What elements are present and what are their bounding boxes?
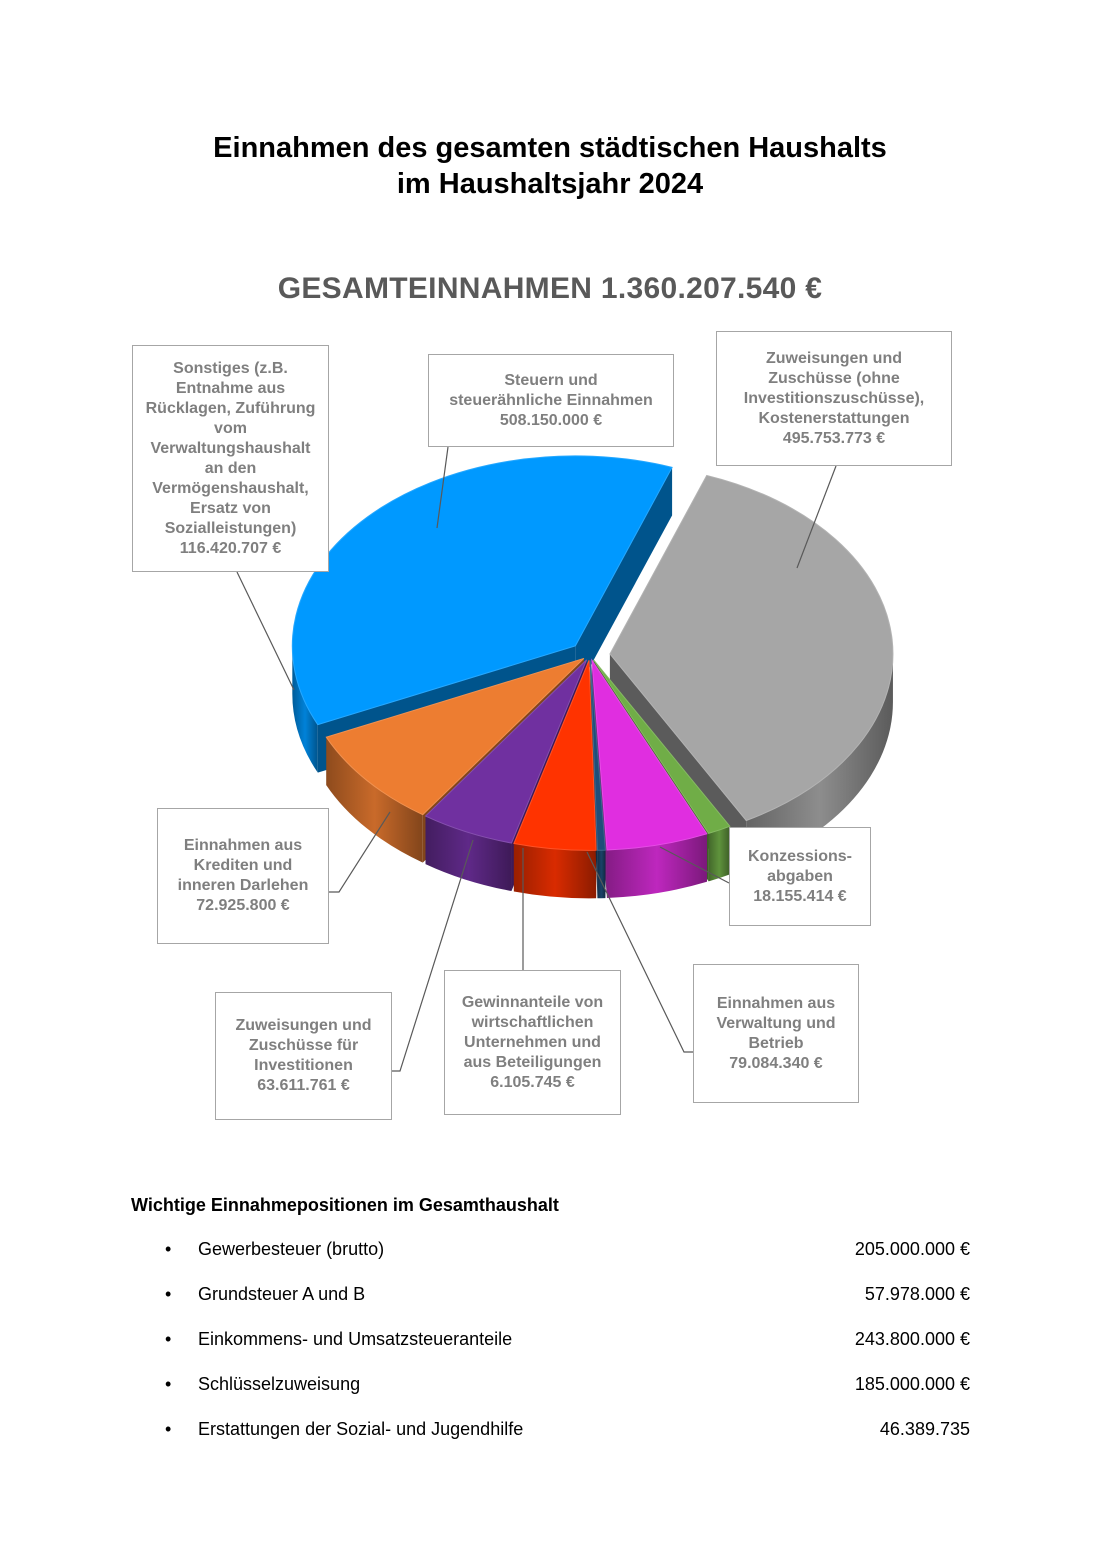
list-item (165, 1419, 970, 1445)
list-item (165, 1374, 970, 1400)
slice-label-text: Unternehmen und (464, 1033, 601, 1051)
bullet-icon: • (165, 1239, 172, 1259)
page-title-line-2: im Haushaltsjahr 2024 (396, 168, 704, 200)
slice-label (729, 827, 871, 926)
slice-label (716, 331, 952, 466)
list-item (165, 1284, 970, 1310)
slice-label-text: Rücklagen, Zuführung (145, 399, 316, 417)
slice-value: 6.105.745 € (490, 1073, 575, 1091)
slice-label-text: Konzessions- (747, 847, 852, 865)
slice-label-text: Zuschüsse für (248, 1037, 359, 1054)
slice-value: 18.155.414 € (753, 887, 847, 905)
bullet-icon: • (165, 1329, 172, 1349)
slice-label-text: Ersatz von (190, 499, 271, 517)
page-title-line-1: Einnahmen des gesamten städtischen Haushalts (213, 132, 887, 164)
list-item (165, 1329, 970, 1355)
slice-label-text: steuerähnliche Einnahmen (449, 391, 653, 409)
slice-label (444, 970, 621, 1115)
list-item-label: Gewerbesteuer (brutto) (198, 1239, 385, 1259)
slice-value: 72.925.800 € (196, 897, 290, 914)
slice-label-text: Kostenerstattungen (758, 409, 910, 427)
bullet-icon: • (165, 1284, 172, 1304)
slice-label (693, 964, 859, 1103)
slice-value: 79.084.340 € (729, 1054, 823, 1072)
list-item-amount: 185.000.000 € (854, 1374, 970, 1394)
list-item-label: Grundsteuer A und B (198, 1284, 366, 1304)
slice-label-text: Entnahme aus (175, 379, 286, 397)
slice-label-text: Betrieb (748, 1034, 804, 1052)
pie-slice-rim (597, 850, 605, 898)
slice-label-text: Steuern und (504, 371, 598, 389)
list-item-amount: 57.978.000 € (864, 1284, 970, 1304)
slice-label-text: Zuweisungen und (766, 349, 902, 367)
list-heading: Wichtige Einnahmepositionen im Gesamthaushalt (131, 1195, 559, 1215)
slice-label-text: Vermögenshaushalt, (152, 479, 309, 497)
pie-slice-rim (709, 826, 730, 881)
pie-slice-rim (514, 844, 596, 899)
slice-label-text: abgaben (767, 867, 833, 885)
leader-line (237, 572, 294, 690)
list-item (165, 1239, 970, 1265)
slice-label-text: inneren Darlehen (177, 877, 309, 894)
slice-label-text: Sonstiges (z.B. (173, 359, 288, 377)
slice-label-text: Verwaltungshaushalt (150, 439, 311, 457)
slice-value: 116.420.707 € (179, 539, 282, 557)
slice-label (428, 354, 674, 447)
list-item-label: Schlüsselzuweisung (198, 1374, 361, 1394)
slice-label-text: aus Beteiligungen (463, 1053, 602, 1071)
slice-label (132, 345, 329, 572)
chart-title: GESAMTEINNAHMEN 1.360.207.540 € (277, 272, 823, 305)
list-item-amount: 46.389.735 (879, 1419, 970, 1439)
slice-label-text: an den (204, 459, 257, 477)
slice-label-text: Gewinnanteile von (461, 993, 604, 1011)
bullet-icon: • (165, 1374, 172, 1394)
slice-label-text: Einnahmen aus (183, 837, 303, 854)
slice-label (157, 808, 329, 944)
slice-label-text: Investitionszuschüsse), (743, 389, 925, 407)
slice-label-text: vom (214, 419, 247, 437)
list-item-amount: 205.000.000 € (854, 1239, 970, 1259)
slice-label-text: Verwaltung und (716, 1014, 836, 1032)
slice-label-text: Zuschüsse (ohne (768, 369, 900, 387)
slice-label-text: wirtschaftlichen (471, 1013, 594, 1031)
slice-value: 508.150.000 € (499, 411, 603, 429)
slice-label-text: Zuweisungen und (235, 1017, 372, 1034)
bullet-icon: • (165, 1419, 172, 1439)
slice-label-text: Investitionen (254, 1057, 353, 1074)
slice-value: 63.611.761 € (257, 1077, 350, 1094)
list-item-label: Erstattungen der Sozial- und Jugendhilfe (198, 1419, 524, 1439)
slice-value: 495.753.773 € (782, 429, 886, 447)
slice-label (215, 992, 392, 1120)
list-item-label: Einkommens- und Umsatzsteueranteile (198, 1329, 513, 1349)
slice-label-text: Krediten und (193, 857, 293, 874)
slice-label-text: Sozialleistungen) (164, 519, 297, 537)
slice-label-text: Einnahmen aus (716, 994, 836, 1012)
list-item-amount: 243.800.000 € (854, 1329, 970, 1349)
